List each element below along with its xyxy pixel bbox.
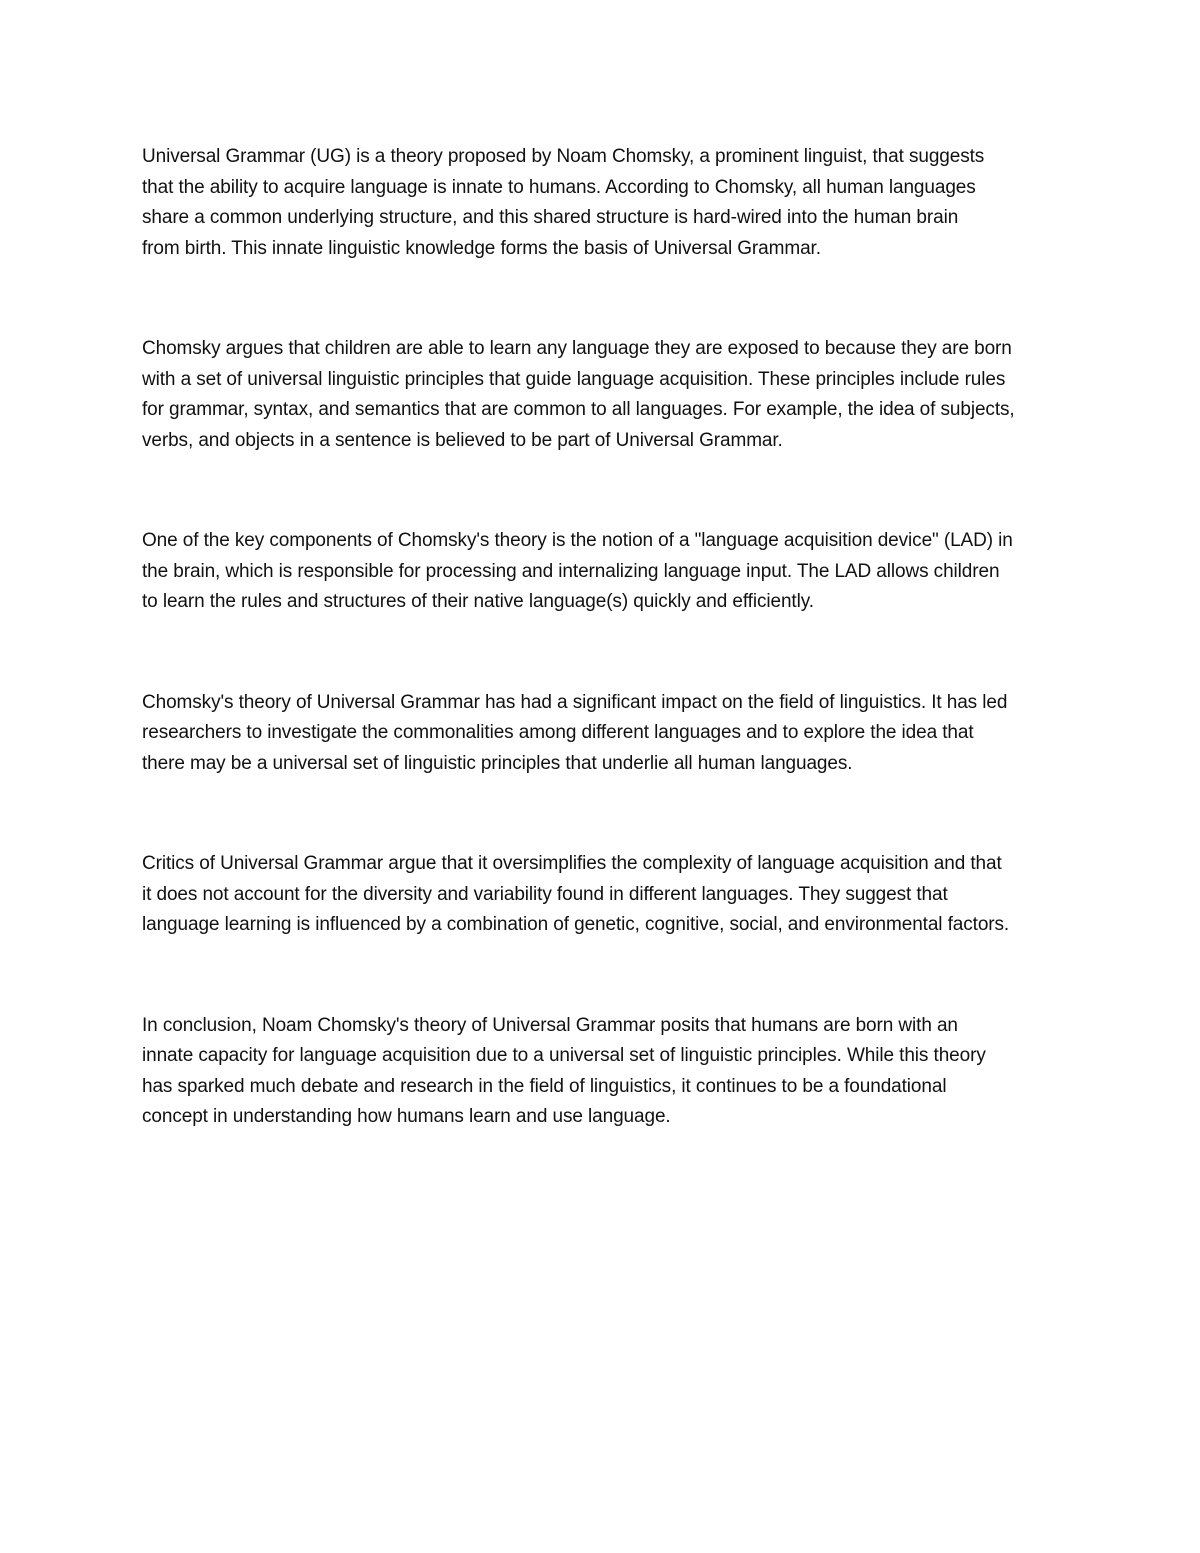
paragraph-line: In conclusion, Noam Chomsky's theory of Universal Grammar posits that humans are born with an xyxy=(142,1014,958,1036)
paragraph-line: to learn the rules and structures of their native language(s) quickly and efficiently. xyxy=(142,591,814,612)
paragraph-conclusion xyxy=(142,1011,1072,1133)
paragraph-line: that the ability to acquire language is innate to humans. According to Chomsky, all human languages xyxy=(142,176,976,198)
paragraph-line: has sparked much debate and research in the field of linguistics, it continues to be a foundational xyxy=(142,1075,947,1097)
paragraph-chomsky-argues xyxy=(142,334,1072,456)
document-body xyxy=(142,142,1072,1203)
paragraph-line: Chomsky's theory of Universal Grammar has had a significant impact on the field of linguistics. It has led xyxy=(142,691,1008,713)
paragraph-line: there may be a universal set of linguistic principles that underlie all human languages. xyxy=(142,752,853,774)
paragraph-line: Chomsky argues that children are able to learn any language they are exposed to because they are born xyxy=(142,338,1012,359)
paragraph-line: concept in understanding how humans learn and use language. xyxy=(142,1106,671,1127)
paragraph-line: share a common underlying structure, and this shared structure is hard-wired into the human brain xyxy=(142,207,959,228)
paragraph-line: the brain, which is responsible for processing and internalizing language input. The LAD allows children xyxy=(142,560,1000,582)
paragraph-critics xyxy=(142,849,1072,941)
paragraph-line: it does not account for the diversity and variability found in different languages. They suggest that xyxy=(142,883,948,905)
paragraph-line: innate capacity for language acquisition due to a universal set of linguistic principles. While this theory xyxy=(142,1045,986,1066)
paragraph-lad xyxy=(142,526,1072,618)
paragraph-line: researchers to investigate the commonalities among different languages and to explore the idea that xyxy=(142,722,974,743)
paragraph-impact xyxy=(142,688,1072,780)
paragraph-line: verbs, and objects in a sentence is believed to be part of Universal Grammar. xyxy=(142,429,783,451)
paragraph-line: Universal Grammar (UG) is a theory proposed by Noam Chomsky, a prominent linguist, that suggests xyxy=(142,146,985,167)
paragraph-line: Critics of Universal Grammar argue that it oversimplifies the complexity of language acquisition and that xyxy=(142,853,1002,874)
paragraph-line: with a set of universal linguistic principles that guide language acquisition. These principles include rules xyxy=(142,368,1006,390)
paragraph-line: for grammar, syntax, and semantics that are common to all languages. For example, the idea of subjects, xyxy=(142,399,1015,420)
paragraph-line: One of the key components of Chomsky's theory is the notion of a "language acquisition device" (LAD) in xyxy=(142,530,1013,551)
paragraph-ug-definition xyxy=(142,142,1072,264)
paragraph-line: from birth. This innate linguistic knowledge forms the basis of Universal Grammar. xyxy=(142,237,821,259)
paragraph-line: language learning is influenced by a combination of genetic, cognitive, social, and environmental factors. xyxy=(142,914,1010,935)
